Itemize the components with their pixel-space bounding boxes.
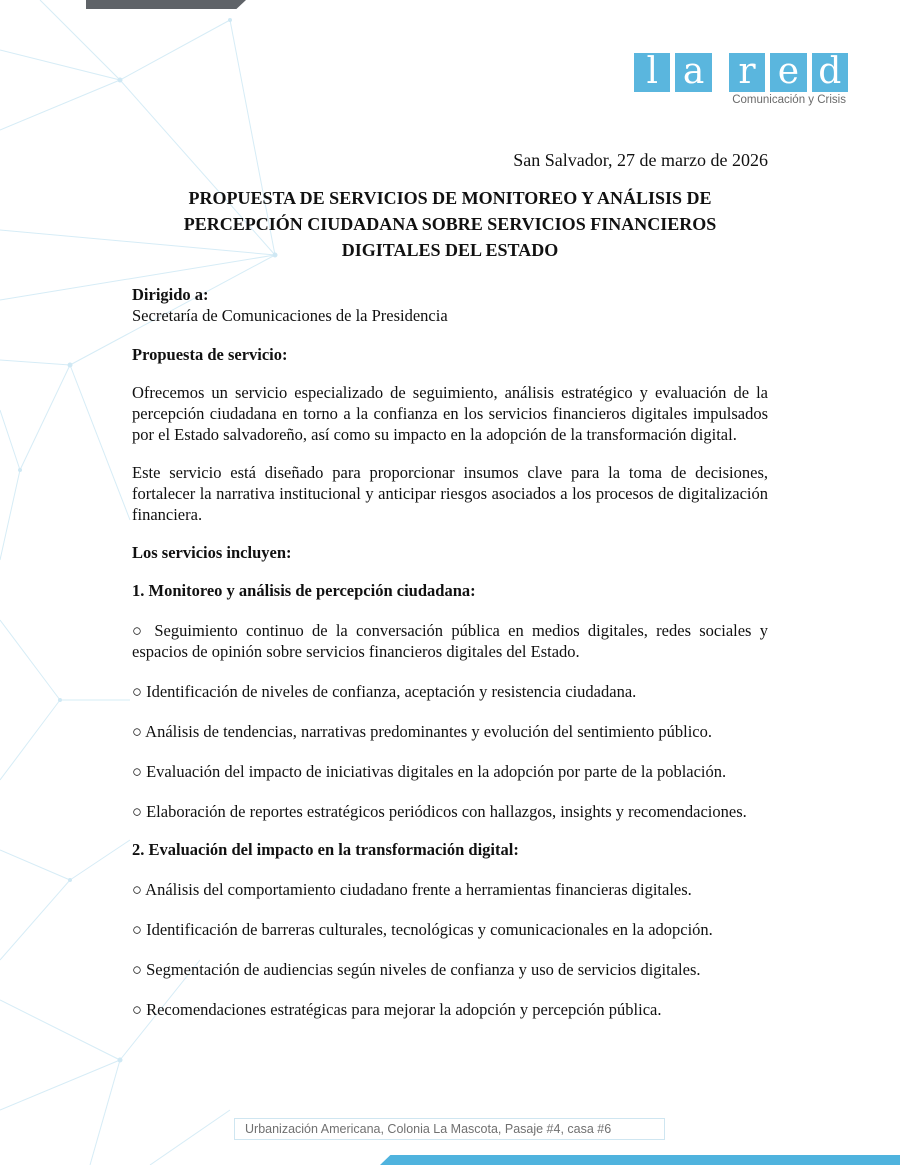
- service-item: ○ Segmentación de audiencias según niveles de confianza y uso de servicios digitales.: [132, 960, 701, 979]
- la-red-logo: [634, 50, 848, 106]
- addressee-label: Dirigido a:: [132, 285, 209, 304]
- service-item: ○ Análisis de tendencias, narrativas predominantes y evolución del sentimiento público.: [132, 722, 712, 741]
- proposal-paragraph: Ofrecemos un servicio especializado de seguimiento, análisis estratégico y evaluación de la percepción ciudadana en torno a la confianza en los servicios financieros digitales impulsados por el Estado salvadoreño, así como su impacto en la adopción de la transformación digital.: [132, 383, 768, 444]
- letter-body: [132, 150, 768, 1020]
- title-line: PERCEPCIÓN CIUDADANA SOBRE SERVICIOS FINANCIEROS: [183, 214, 717, 234]
- logo-letter-row: [634, 50, 848, 92]
- service-item: ○ Evaluación del impacto de iniciativas digitales en la adopción por parte de la población.: [132, 762, 727, 781]
- logo-letter-box: a: [675, 53, 711, 92]
- document-title: [132, 185, 768, 263]
- addressee-name: Secretaría de Comunicaciones de la Presidencia: [132, 306, 448, 325]
- logo-letter-box: e: [770, 53, 806, 92]
- section-heading: 2. Evaluación del impacto en la transformación digital:: [132, 840, 519, 859]
- service-item: ○ Recomendaciones estratégicas para mejorar la adopción y percepción pública.: [132, 1000, 662, 1019]
- service-item: ○ Análisis del comportamiento ciudadano frente a herramientas financieras digitales.: [132, 880, 692, 899]
- logo-tagline: Comunicación y Crisis: [732, 94, 846, 106]
- title-line: PROPUESTA DE SERVICIOS DE MONITOREO Y ANÁLISIS DE: [188, 188, 712, 208]
- top-accent-bar: [86, 0, 246, 9]
- services-heading: Los servicios incluyen:: [132, 543, 292, 562]
- logo-letter-box: d: [812, 53, 848, 92]
- proposal-paragraph: Este servicio está diseñado para proporcionar insumos clave para la toma de decisiones, fortalecer la narrativa institucional y anticipar riesgos asociados a los procesos de digitalización financiera.: [132, 463, 768, 524]
- service-item: ○ Identificación de barreras culturales, tecnológicas y comunicacionales en la adopción.: [132, 920, 713, 939]
- service-item: ○ Seguimiento continuo de la conversación pública en medios digitales, redes sociales y espacios de opinión sobre servicios financieros digitales del Estado.: [132, 621, 768, 661]
- logo-letter-box: l: [634, 53, 670, 92]
- service-item: ○ Elaboración de reportes estratégicos periódicos con hallazgos, insights y recomendaciones.: [132, 802, 747, 821]
- section-heading: 1. Monitoreo y análisis de percepción ciudadana:: [132, 581, 476, 600]
- logo-letter-box: r: [729, 53, 765, 92]
- bottom-accent-bar: [380, 1155, 900, 1165]
- title-line: DIGITALES DEL ESTADO: [341, 240, 559, 260]
- proposal-heading: Propuesta de servicio:: [132, 345, 288, 364]
- service-item: ○ Identificación de niveles de confianza, aceptación y resistencia ciudadana.: [132, 682, 637, 701]
- footer-address: Urbanización Americana, Colonia La Mascota, Pasaje #4, casa #6: [234, 1118, 665, 1140]
- letter-date: San Salvador, 27 de marzo de 2026: [513, 150, 768, 170]
